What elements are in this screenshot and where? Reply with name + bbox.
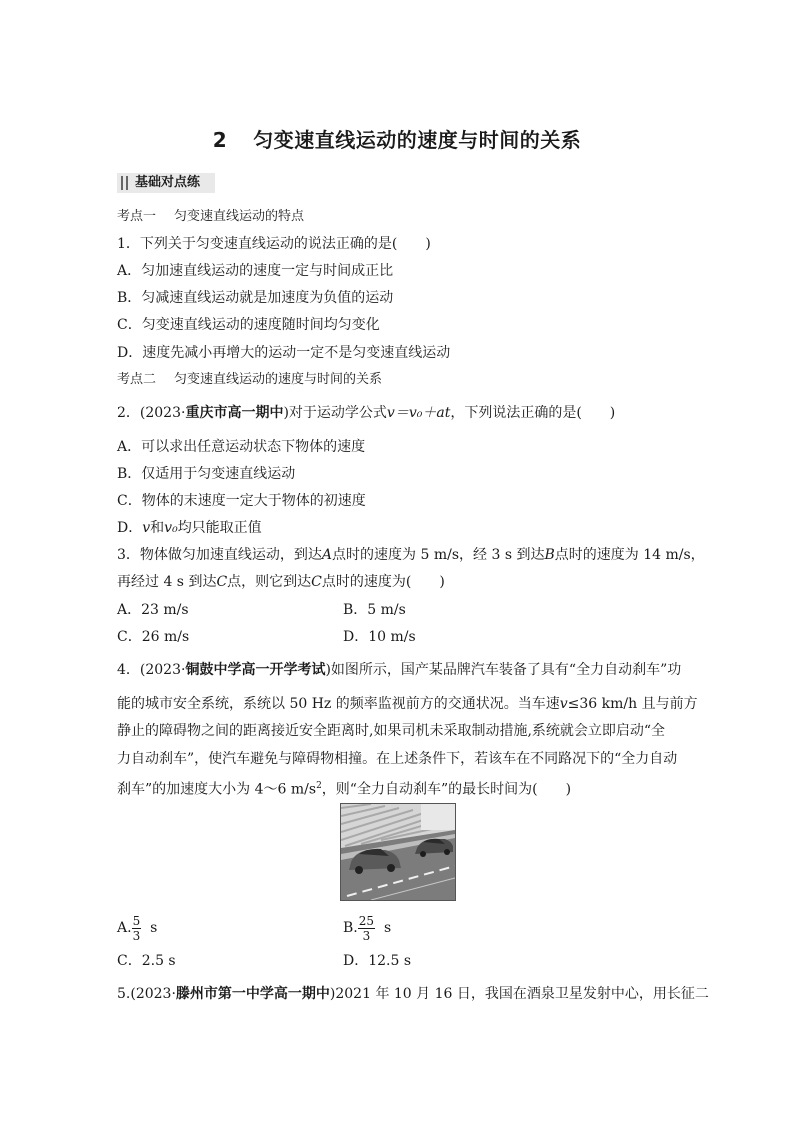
q4-line-5 — [117, 776, 571, 800]
q1-stem: 1．下列关于匀变速直线运动的说法正确的是( ) — [117, 236, 431, 252]
q4-line-1 — [117, 660, 681, 680]
q2-stem — [117, 403, 615, 423]
q4-l5-b: ，则“全力自动刹车”的最长时间为( ) — [321, 781, 572, 798]
q2-formula: v＝v₀＋at — [386, 405, 451, 421]
q4-b-label: B. — [343, 920, 358, 936]
q2-option-d — [117, 518, 262, 538]
q4-b-unit: s — [383, 920, 392, 936]
car-braking-photo — [340, 803, 456, 901]
q4-source: 铜鼓中学高一开学考试 — [185, 662, 326, 678]
kaodian-1-label: 考点一 — [117, 209, 157, 224]
section-tag-label: 基础对点练 — [135, 175, 201, 190]
q4-line-2 — [117, 694, 698, 714]
q1-option-a: A．匀加速直线运动的速度一定与时间成正比 — [117, 263, 394, 279]
q4-l2-b: ≤36 km/h 且与前方 — [567, 696, 698, 712]
q2-d-a: D． — [117, 520, 143, 536]
q1-option-d: D．速度先减小再增大的运动一定不是匀变速直线运动 — [117, 345, 451, 361]
q4-a-label: A. — [117, 920, 132, 936]
tag-bar-2 — [126, 176, 128, 190]
kaodian-1-text: 匀变速直线运动的特点 — [174, 209, 305, 224]
q4-a-fraction — [132, 914, 142, 943]
q4-option-a — [117, 912, 157, 944]
q4-a-unit: s — [150, 920, 158, 936]
q3-l1-b: 点时的速度为 5 m/s，经 3 s 到达 — [332, 547, 545, 563]
q3-point-c: C — [216, 574, 228, 590]
q3-point-c2: C — [311, 574, 322, 590]
section-tag — [117, 173, 215, 193]
q4-option-c: C．2.5 s — [117, 953, 176, 969]
q3-option-c: C．26 m/s — [117, 629, 190, 645]
title-number: 2 — [212, 128, 228, 152]
q3-l1-c: 点时的速度为 14 m/s， — [554, 547, 705, 563]
q3-option-a: A．23 m/s — [117, 602, 189, 618]
q5-source: 滕州市第一中学高一期中 — [175, 986, 330, 1002]
q2-option-c: C．物体的末速度一定大于物体的初速度 — [117, 493, 366, 509]
q2-d-v: v — [142, 520, 151, 536]
q4-b-den: 3 — [362, 928, 371, 943]
q3-l2-a: 再经过 4 s 到达 — [117, 574, 217, 590]
q4-b-fraction — [358, 914, 375, 943]
page-title — [0, 124, 794, 153]
q2-stem-a: )对于运动学公式 — [283, 405, 387, 421]
q3-option-b: B．5 m/s — [343, 602, 406, 618]
q3-line-1 — [117, 545, 705, 565]
q4-a-den: 3 — [132, 928, 141, 943]
q5-text: )2021 年 10 月 16 日，我国在酒泉卫星发射中心，用长征二 — [329, 986, 709, 1002]
q4-line-4: 力自动刹车”，使汽车避免与障碍物相撞。在上述条件下，若该车在不同路况下的“全力自动 — [117, 751, 678, 767]
kaodian-2-label: 考点二 — [117, 372, 157, 387]
q4-option-d: D．12.5 s — [343, 953, 412, 969]
q3-point-b: B — [544, 547, 555, 563]
q1-option-b: B．匀减速直线运动就是加速度为负值的运动 — [117, 290, 394, 306]
q3-option-d: D．10 m/s — [343, 629, 416, 645]
q4-l5-a: 刹车”的加速度大小为 4～6 m/s — [117, 781, 317, 798]
q2-d-b: 和 — [150, 520, 165, 536]
kaodian-2-text: 匀变速直线运动的速度与时间的关系 — [174, 372, 383, 387]
q2-source: 重庆市高一期中 — [185, 405, 284, 421]
q4-l2-v: v — [559, 696, 568, 712]
q3-options-ab — [117, 600, 189, 620]
q4-l5-sup: 2 — [316, 781, 322, 791]
q3-line-2 — [117, 572, 445, 592]
q1-option-c: C．匀变速直线运动的速度随时间均匀变化 — [117, 317, 380, 333]
q2-option-a: A．可以求出任意运动状态下物体的速度 — [117, 439, 366, 455]
title-text: 匀变速直线运动的速度与时间的关系 — [253, 128, 582, 152]
q5-line-1 — [117, 984, 709, 1004]
q4-l2-a: 能的城市安全系统，系统以 50 Hz 的频率监视前方的交通状况。当车速 — [117, 696, 560, 712]
q2-num: 2．(2023· — [117, 405, 186, 421]
kaodian-1 — [117, 207, 304, 227]
q2-d-c: 均只能取正值 — [177, 520, 262, 536]
q3-l2-b: 点，则它到达 — [227, 574, 312, 590]
q5-num: 5.(2023· — [117, 986, 176, 1002]
q4-a-num: 5 — [132, 913, 141, 928]
q3-point-a: A — [321, 547, 333, 563]
q4-num: 4．(2023· — [117, 662, 186, 678]
q4-l1: )如图所示，国产某品牌汽车装备了具有“全力自动刹车”功 — [325, 662, 682, 678]
q3-l2-c: 点时的速度为( ) — [321, 574, 445, 590]
q4-option-b — [343, 912, 391, 944]
q2-stem-b: ，下列说法正确的是( ) — [450, 405, 616, 421]
tag-bar-1 — [121, 176, 123, 190]
car-photo-svg — [341, 804, 455, 900]
q4-b-num: 25 — [358, 913, 375, 928]
q3-l1-a: 3．物体做匀加速直线运动，到达 — [117, 547, 322, 563]
q4-line-3: 静止的障碍物之间的距离接近安全距离时,如果司机未采取制动措施,系统就会立即启动“全 — [117, 723, 666, 739]
q2-d-v0: v₀ — [164, 520, 178, 536]
q2-option-b: B．仅适用于匀变速直线运动 — [117, 466, 296, 482]
kaodian-2 — [117, 370, 382, 390]
